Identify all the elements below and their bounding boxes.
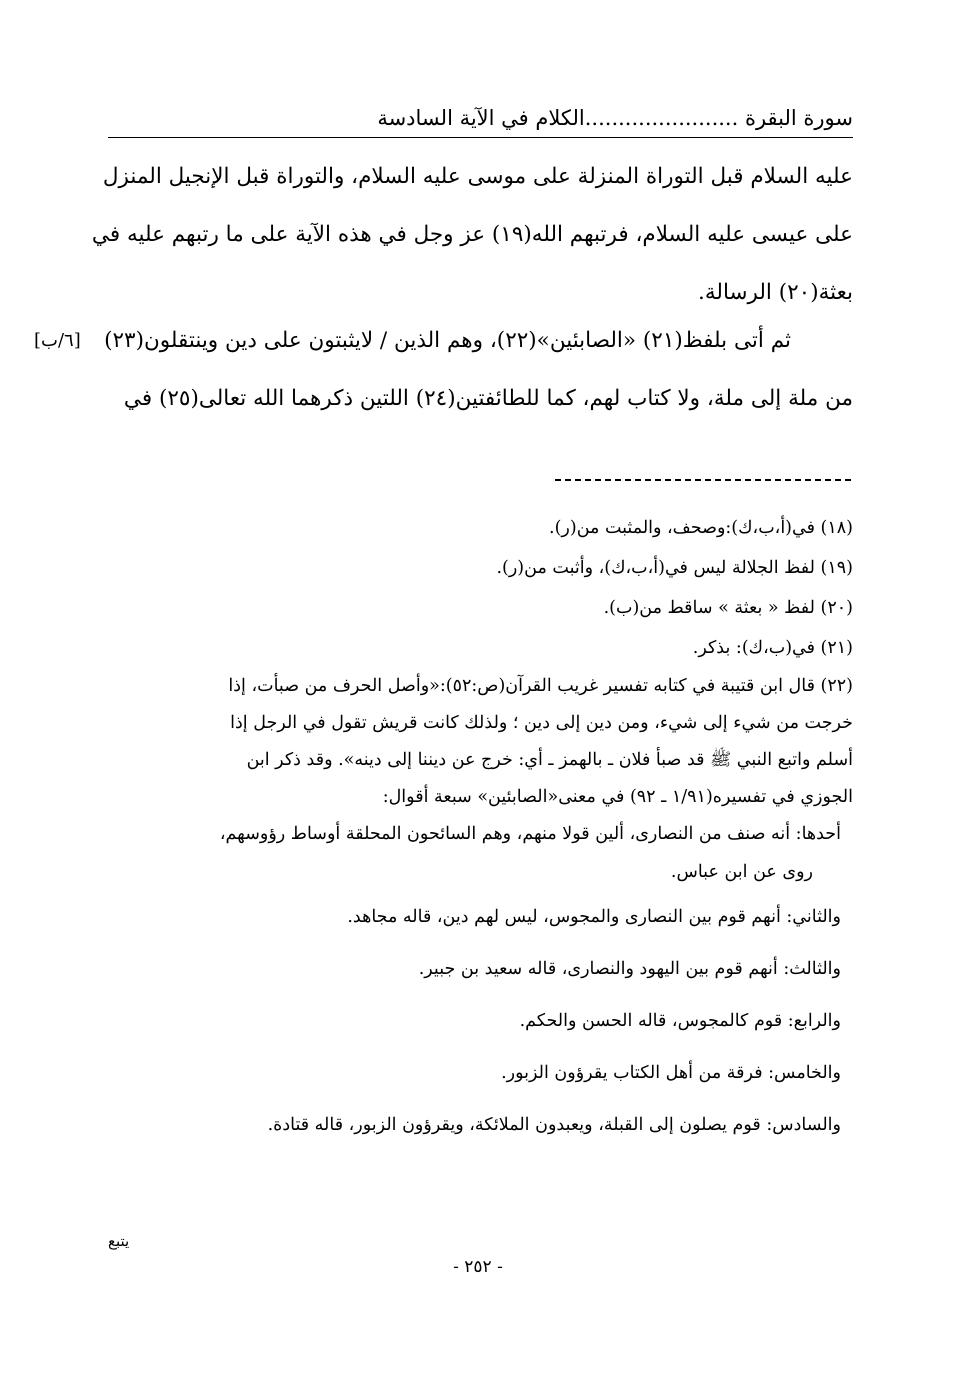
opinion-6: والسادس: قوم يصلون إلى القبلة، ويعبدون الملائكة، ويقرؤون الزبور، قاله قتادة.	[267, 1115, 841, 1135]
page-number: - ٢٥٢ -	[453, 1257, 503, 1277]
opinion-4: والرابع: قوم كالمجوس، قاله الحسن والحكم.	[519, 1011, 841, 1031]
opinion-5: والخامس: فرقة من أهل الكتاب يقرؤون الزبور.	[501, 1063, 841, 1083]
footnote-18: (١٨) في(أ،ب،ك):وصحف، والمثبت من(ر).	[549, 518, 853, 538]
paragraph-1-line-3: بعثة(٢٠) الرسالة.	[698, 280, 853, 305]
footnote-22-line-4: الجوزي في تفسيره(١/٩١ ـ ٩٢) في معنى«الصابئين» سبعة أقوال:	[382, 787, 853, 807]
footnote-21: (٢١) في(ب،ك): بذكر.	[692, 638, 853, 658]
footnote-22-line-2: خرجت من شيء إلى شيء، ومن دين إلى دين ؛ ولذلك كانت قريش تقول في الرجل إذا	[230, 713, 853, 733]
footnote-22-line-1: (٢٢) قال ابن قتيبة في كتابه تفسير غريب القرآن(ص:٥٢):«وأصل الحرف من صبأت، إذا	[228, 676, 853, 696]
continued-marker: يتبع	[108, 1232, 130, 1250]
footnote-22-line-3: أسلم واتبع النبي ﷺ قد صبأ فلان ـ بالهمز ـ أي: خرج عن ديننا إلى دينه». وقد ذكر ابن	[246, 750, 853, 770]
paragraph-1-line-1: عليه السلام قبل التوراة المنزلة على موسى عليه السلام، والتوراة قبل الإنجيل المنزل	[102, 164, 853, 189]
header-divider	[108, 137, 853, 138]
footnotes	[108, 508, 853, 1151]
paragraph-2-line-2: من ملة إلى ملة، ولا كتاب لهم، كما للطائفتين(٢٤) اللتين ذكرهما الله تعالى(٢٥) في	[123, 386, 853, 411]
opinion-1-line-2: روى عن ابن عباس.	[670, 862, 813, 882]
running-header: سورة البقرة .......................الكلام في الآية السادسة	[377, 106, 853, 130]
footnote-19: (١٩) لفظ الجلالة ليس في(أ،ب،ك)، وأثبت من(ر).	[496, 558, 853, 578]
opinion-3: والثالث: أنهم قوم بين اليهود والنصارى، قاله سعيد بن جبير.	[418, 959, 841, 979]
paragraph-1-line-2: على عيسى عليه السلام، فرتبهم الله(١٩) عز وجل في هذه الآية على ما رتبهم عليه في	[91, 222, 853, 247]
paragraph-2-line-1: ثم أتى بلفظ(٢١) «الصابئين»(٢٢)، وهم الذين / لايثبتون على دين وينتقلون(٢٣)	[104, 328, 791, 353]
opinion-2: والثاني: أنهم قوم بين النصارى والمجوس، ليس لهم دين، قاله مجاهد.	[347, 907, 841, 927]
manuscript-folio-reference: [٦/ب]	[34, 330, 81, 351]
paragraph-2	[104, 312, 853, 428]
footnote-separator	[555, 479, 851, 481]
footnote-20: (٢٠) لفظ « بعثة » ساقط من(ب).	[603, 598, 853, 618]
paragraph-1	[91, 148, 853, 322]
opinion-1-line-1: أحدها: أنه صنف من النصارى، ألين قولا منهم، وهم السائحون المحلقة أوساط رؤوسهم،	[219, 824, 841, 844]
